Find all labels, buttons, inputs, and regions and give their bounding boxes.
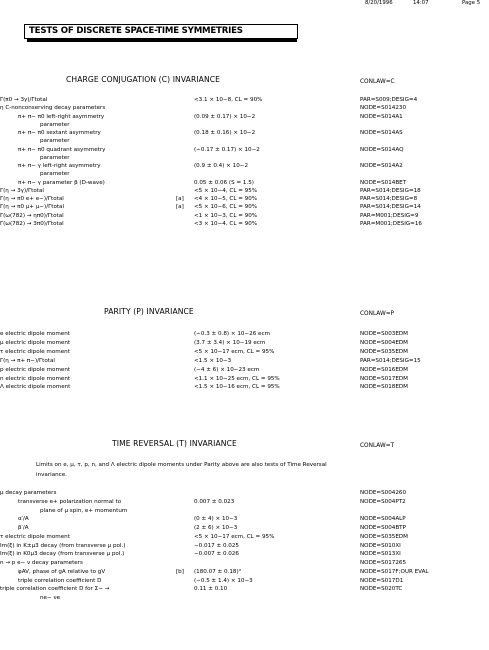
row-value: <5 × 10−17 ecm, CL = 95% [194,533,275,540]
header-page: Page 5 [462,0,481,6]
table-row [0,526,489,534]
row-quantity: triple correlation coefficient D for Σ− → [0,586,110,593]
table-row [0,368,489,376]
table-row [0,164,489,172]
table-row [0,131,489,139]
row-value: (0.18 ± 0.16) × 10−2 [194,130,256,136]
table-row [0,561,489,569]
table-row [0,570,489,578]
row-value: <1.5 × 10−3 [194,357,232,364]
table-row [0,596,489,604]
row-quantity: ne− νe [40,595,61,601]
table-row [0,385,489,393]
row-node-id: NODE=S004260 [360,490,407,496]
row-quantity: π+ π− π0 sextant asymmetry [18,130,101,136]
header-date: 8/20/1996 [365,0,393,6]
title-box-shadow [27,27,297,42]
row-quantity: Γ(η → 3γ)/Γtotal [0,187,44,194]
row-quantity: Im(ξ) in K±μ3 decay (from transverse μ pol.) [0,542,126,549]
row-quantity: parameter [40,121,70,128]
row-value: (180.07 ± 0.18)° [194,568,242,575]
row-value: <4 × 10−5, CL = 90% [194,196,258,202]
row-footnote: [a] [176,204,184,211]
row-node-id: NODE=S017EDM [360,375,409,382]
row-node-id: NODE=S017265 [360,560,407,566]
row-value: <1 × 10−3, CL = 90% [194,212,258,219]
row-quantity: Γ(π0 → 3γ)/Γtotal [0,97,48,103]
row-quantity: α′/A [18,516,29,523]
row-quantity: π+ π− γ parameter β (D-wave) [18,179,105,186]
header-time: 14:07 [413,0,429,6]
section-conlaw: CONLAW=C [360,79,395,85]
row-node-id: NODE=S003EDM [360,331,409,337]
row-quantity: parameter [40,171,70,178]
section-conlaw: CONLAW=P [360,311,395,317]
row-node-id: PAR=S014;DESIG=8 [360,196,418,202]
row-quantity: plane of μ spin, e+ momentum [40,507,128,514]
row-quantity: parameter [40,154,70,161]
table-row [0,359,489,367]
row-node-id: NODE=S014AQ [360,146,404,153]
row-quantity: Γ(ω(782) → 3π0)/Γtotal [0,220,64,227]
row-quantity: Γ(ω(782) → ηπ0)/Γtotal [0,212,64,219]
row-value: <1.1 × 10−25 ecm, CL = 95% [194,375,280,382]
section-heading: PARITY (P) INVARIANCE [104,307,194,316]
row-node-id: NODE=S004EDM [360,339,409,346]
row-value: (3.7 ± 3.4) × 10−19 ecm [194,339,266,346]
table-row [0,350,489,358]
row-quantity: p electric dipole moment [0,366,71,373]
table-row [0,587,489,595]
row-value: 0.05 ± 0.06 (S = 1.5) [194,179,254,186]
row-node-id: NODE=S017F;OUR EVAL [360,568,429,575]
row-node-id: NODE=S016EDM [360,366,409,373]
table-row [0,517,489,525]
row-value: <3 × 10−4, CL = 90% [194,220,258,227]
row-node-id: NODE=S014AS [360,130,403,136]
row-quantity: Γ(η → π+ π−)/Γtotal [0,357,55,364]
row-node-id: PAR=S014;DESIG=15 [360,357,421,364]
row-node-id: PAR=S009;DESIG=4 [360,97,418,103]
row-value: −0.007 ± 0.026 [194,551,239,558]
row-node-id: NODE=S014A2 [360,163,403,169]
table-row [0,377,489,385]
row-quantity: τ electric dipole moment [0,348,70,355]
row-quantity: π+ π− γ left-right asymmetry [18,163,101,169]
section-paragraph: Limits on e, μ, τ, p, n, and Λ electric dipole moments under Parity above are also tests of Time Reversal invariance. [36,462,327,478]
row-value: (2 ± 6) × 10−3 [194,525,238,531]
row-node-id: NODE=S013XI [360,551,401,558]
row-value: −0.017 ± 0.025 [194,542,239,549]
row-quantity: π+ π− π0 quadrant asymmetry [18,146,106,153]
row-quantity: parameter [40,138,70,145]
row-quantity: n → p e− ν decay parameters [0,560,83,566]
row-value: (0 ± 4) × 10−3 [194,516,238,523]
row-value: <5 × 10−17 ecm, CL = 95% [194,348,275,355]
section-conlaw: CONLAW=T [360,443,395,449]
row-value: (−0.5 ± 1.4) × 10−3 [194,577,253,584]
row-node-id: NODE=S035EDM [360,348,409,355]
row-value: <3.1 × 10−8, CL = 90% [194,97,263,103]
row-quantity: transverse e+ polarization normal to [18,498,122,505]
table-row [0,115,489,123]
row-node-id: NODE=S035EDM [360,533,409,540]
row-quantity: e electric dipole moment [0,331,70,337]
row-quantity: n electric dipole moment [0,375,71,382]
row-quantity: η C-nonconserving decay parameters [0,105,106,112]
row-quantity: τ electric dipole moment [0,533,70,540]
row-quantity: Im(ξ) in K0μ3 decay (from transverse μ pol.) [0,551,125,558]
row-node-id: PAR=S014;DESIG=14 [360,204,421,211]
row-quantity: π+ π− π0 left-right asymmetry [18,113,105,120]
row-node-id: NODE=S004PT2 [360,498,406,505]
row-value: (0.09 ± 0.17) × 10−2 [194,113,256,120]
row-quantity: β′/A [18,525,29,531]
row-node-id: NODE=S010XI [360,542,401,549]
row-quantity: μ decay parameters [0,490,57,496]
row-value: (−0.17 ± 0.17) × 10−2 [194,146,260,153]
row-quantity: Γ(η → π0 μ+ μ−)/Γtotal [0,204,65,211]
row-value: <5 × 10−6, CL = 90% [194,204,258,211]
table-row [0,491,489,499]
row-quantity: φAV, phase of gA relative to gV [18,568,106,575]
row-footnote: [b] [176,568,184,575]
page-title: TESTS OF DISCRETE SPACE-TIME SYMMETRIES [24,24,298,39]
row-quantity: triple correlation coefficient D [18,577,102,584]
row-value: <1.5 × 10−16 ecm, CL = 95% [194,384,280,391]
row-node-id: NODE=S020TC [360,586,403,593]
section-heading: TIME REVERSAL (T) INVARIANCE [112,439,237,448]
row-footnote: [a] [176,196,184,202]
row-node-id: NODE=S014BET [360,179,407,186]
row-node-id: NODE=S014230 [360,105,407,112]
row-node-id: NODE=S004ALP [360,516,406,523]
row-node-id: NODE=S018EDM [360,384,409,391]
table-row [0,509,489,517]
row-value: (−4 ± 6) × 10−23 ecm [194,366,260,373]
row-value: (0.9 ± 0.4) × 10−2 [194,163,249,169]
table-row [0,148,489,156]
table-row [0,341,489,349]
row-value: 0.007 ± 0.023 [194,498,235,505]
row-node-id: NODE=S014A1 [360,113,403,120]
table-row [0,222,489,230]
row-quantity: Λ electric dipole moment [0,384,71,391]
section-heading: CHARGE CONJUGATION (C) INVARIANCE [66,75,221,84]
table-row [0,535,489,543]
row-value: <5 × 10−4, CL = 95% [194,187,258,194]
row-node-id: PAR=M001;DESIG=9 [360,212,419,219]
row-value: (−0.3 ± 0.8) × 10−26 ecm [194,331,270,337]
row-node-id: PAR=M001;DESIG=16 [360,220,422,227]
row-node-id: NODE=S004BTP [360,525,406,531]
row-quantity: μ electric dipole moment [0,339,71,346]
row-node-id: NODE=S017D1 [360,577,404,584]
row-quantity: Γ(η → π0 e+ e−)/Γtotal [0,196,64,202]
table-row [0,500,489,508]
table-row [0,332,489,340]
row-value: 0.11 ± 0.10 [194,586,228,593]
row-node-id: PAR=S014;DESIG=18 [360,187,421,194]
